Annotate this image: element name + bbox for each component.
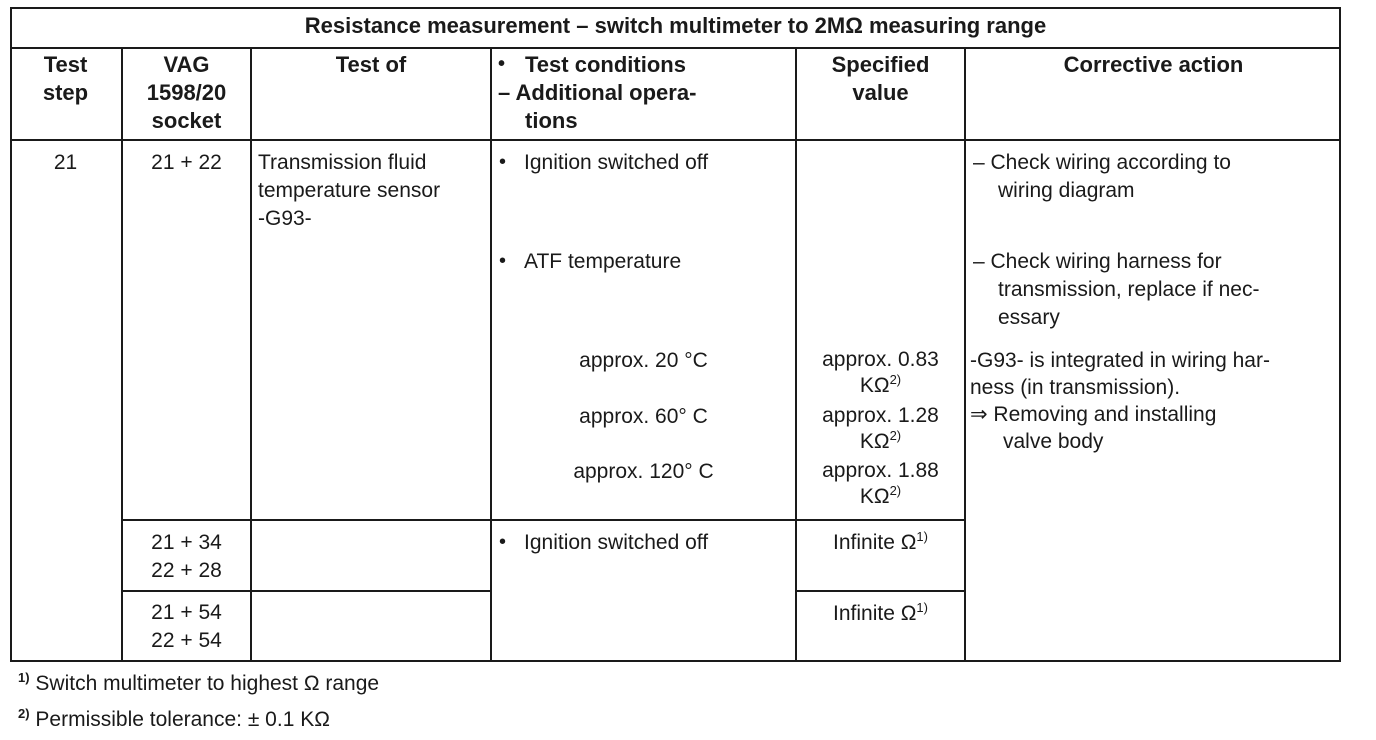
bullet-icon: • [499,151,507,173]
header-test-of: Test of [335,52,407,77]
corrective-check-harness: – Check wiring harness for transmission, replace if nec- essary [973,250,1260,329]
header-bullet-icon: • [498,53,506,75]
socket-row-divider-2 [121,590,492,592]
col-divider-5 [964,47,966,662]
value-20: approx. 0.83 KΩ$^{2)}$ [822,348,939,397]
condition-ignition-off-2: Ignition switched off [524,531,709,554]
socket-pair-1: 21 + 22 [151,151,222,174]
value-infinite-2: Infinite $\Omega^{1)}$ [833,600,928,625]
header-corrective-action: Corrective action [1063,52,1244,77]
condition-atf-temperature: ATF temperature [524,250,682,273]
temp-60: approx. 60° C [579,405,708,428]
socket-pair-3: 21 + 54 22 + 54 [151,601,222,652]
value-infinite-1: Infinite $\Omega^{1)}$ [833,529,928,554]
test-step-value: 21 [53,151,78,174]
value-60: approx. 1.28 KΩ$^{2)}$ [822,404,939,453]
value-row-divider-2 [795,590,966,592]
temp-20: approx. 20 °C [579,349,708,372]
socket-row-divider-1 [121,519,492,521]
corrective-check-wiring: – Check wiring according to wiring diagram [973,151,1231,202]
corrective-g93-note: -G93- is integrated in wiring har- ness (in transmission). ⇒ Removing and installing valve body [970,349,1270,453]
socket-pair-2: 21 + 34 22 + 28 [151,531,222,582]
header-divider [10,47,1341,49]
condition-ignition-off: Ignition switched off [524,151,709,174]
header-conditions: Test conditions – Additional opera- tions [498,52,697,133]
header-bottom-rule [10,139,1341,141]
bullet-icon: • [499,250,507,272]
footnote-1: $^{1)}$ Switch multimeter to highest Ω range [18,670,380,695]
footnote-2: $^{2)}$ Permissible tolerance: ± 0.1 KΩ [18,706,330,731]
removing-installing-link[interactable]: ⇒ Removing and installing [970,403,1217,426]
header-specified-value: Specified value [831,52,930,105]
temp-120: approx. 120° C [573,460,714,483]
table-title: Resistance measurement – switch multimeter to 2MΩ measuring range [304,13,1047,38]
header-socket: VAG 1598/20 socket [146,52,227,133]
bullet-icon: • [499,531,507,553]
header-test-step: Test step [42,52,89,105]
col-divider-2 [250,47,252,662]
test-of-component: Transmission fluid temperature sensor -G93- [258,151,441,230]
value-row-divider-1 [490,519,966,521]
value-120: approx. 1.88 KΩ$^{2)}$ [822,459,939,508]
